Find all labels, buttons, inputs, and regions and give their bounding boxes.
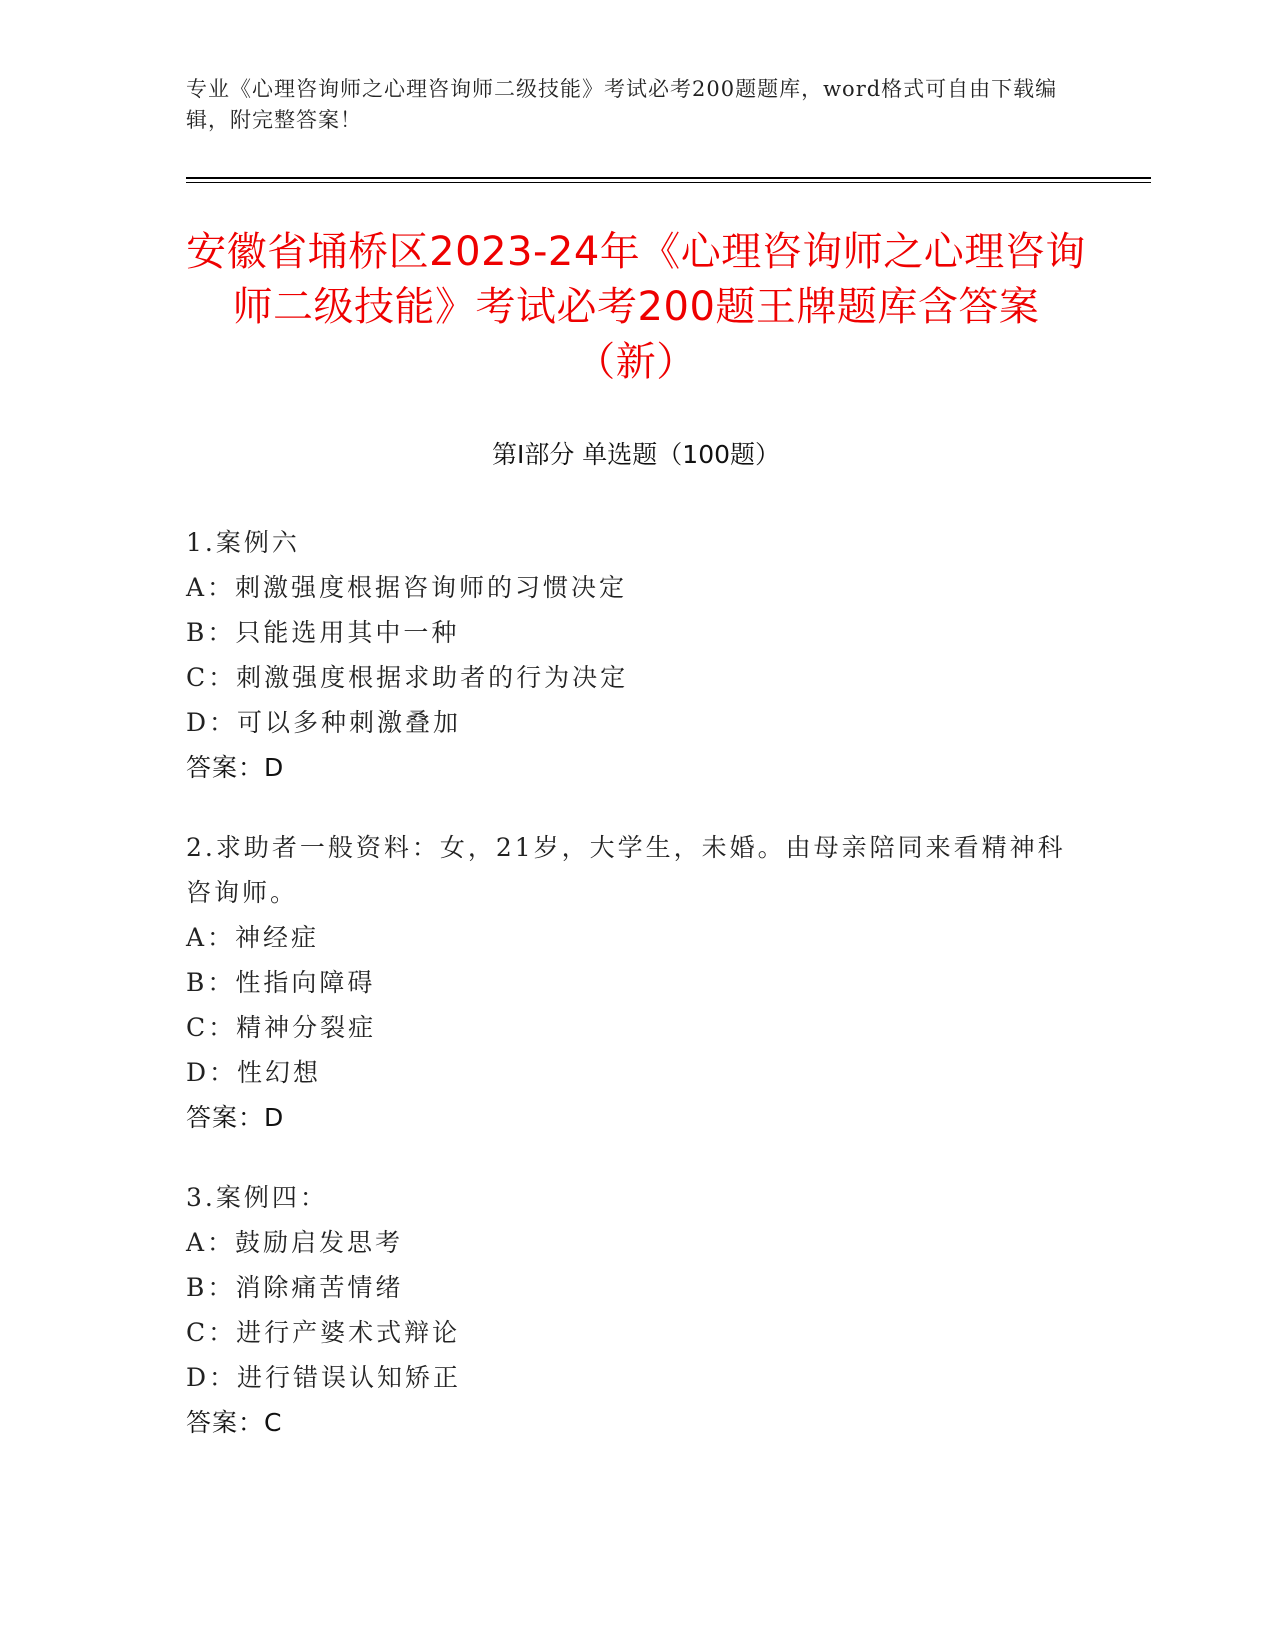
option-b: B：只能选用其中一种	[186, 618, 460, 647]
question-3	[186, 1175, 1066, 1445]
option-a: A：刺激强度根据咨询师的习惯决定	[186, 573, 628, 602]
option-c: C：进行产婆术式辩论	[186, 1318, 461, 1347]
header-rule-thin	[186, 182, 1151, 183]
answer-line: 答案：C	[186, 1408, 283, 1437]
option-a: A：鼓励启发思考	[186, 1228, 404, 1257]
intro-text: 专业《心理咨询师之心理咨询师二级技能》考试必考200题题库，word格式可自由下载编辑，附完整答案！	[186, 77, 1058, 132]
option-c: C：刺激强度根据求助者的行为决定	[186, 663, 629, 692]
header-rule-thick	[186, 177, 1151, 179]
option-d: D：性幻想	[186, 1058, 322, 1087]
option-c: C：精神分裂症	[186, 1013, 377, 1042]
option-b: B：消除痛苦情绪	[186, 1273, 404, 1302]
section-heading: 第I部分 单选题（100题）	[491, 440, 781, 469]
answer-line: 答案：D	[186, 1103, 285, 1132]
question-2	[186, 825, 1066, 1140]
question-stem: 1.案例六	[186, 528, 300, 557]
question-stem: 3.案例四：	[186, 1183, 328, 1212]
option-b: B：性指向障碍	[186, 968, 376, 997]
question-1	[186, 520, 1066, 790]
question-stem: 2.求助者一般资料：女，21岁，大学生，未婚。由母亲陪同来看精神科咨询师。	[186, 833, 1066, 907]
document-title: 安徽省埇桥区2023-24年《心理咨询师之心理咨询师二级技能》考试必考200题王牌题库含答案（新）	[186, 229, 1086, 385]
option-d: D：可以多种刺激叠加	[186, 708, 462, 737]
option-d: D：进行错误认知矫正	[186, 1363, 462, 1392]
option-a: A：神经症	[186, 923, 320, 952]
answer-line: 答案：D	[186, 753, 285, 782]
